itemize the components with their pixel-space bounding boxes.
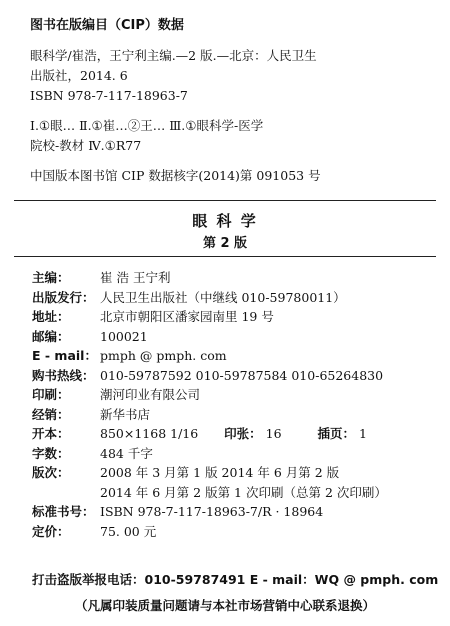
address-value: 北京市朝阳区潘家园南里 19 号 [100, 309, 274, 324]
hotline-value: 010-59787592 010-59787584 010-65264830 [100, 367, 384, 383]
cip-subject-1: Ⅰ.①眼… Ⅱ.①崔…②王… Ⅲ.①眼科学-医学 [30, 118, 264, 133]
piracy-report-line: 打击盗版举报电话：010-59787491 E - mail：WQ @ pmph. com [32, 572, 439, 587]
sheets-label: 印张： [224, 426, 262, 441]
book-title: 眼 科 学 [192, 212, 258, 230]
divider-middle [14, 256, 436, 257]
editor-label: 主编： [32, 270, 70, 285]
book-edition: 第 2 版 [202, 236, 248, 251]
publisher-value: 人民卫生出版社（中继线 010-59780011） [100, 289, 346, 305]
row-hotline [32, 366, 436, 386]
cip-block [30, 14, 430, 186]
row-price [32, 522, 436, 542]
editor-value: 崔 浩 王宁利 [100, 270, 171, 285]
postcode-value: 100021 [100, 328, 148, 344]
postcode-label: 邮编： [32, 328, 70, 344]
isbn-value: ISBN 978-7-117-18963-7/R · 18964 [100, 504, 324, 519]
words-value: 484 千字 [100, 445, 153, 461]
inserts-value: 1 [359, 426, 367, 441]
edition-value-2: 2014 年 6 月第 2 版第 1 次印刷（总第 2 次印刷） [100, 484, 387, 500]
distributor-label: 经销： [32, 406, 70, 422]
edition-label: 版次： [32, 465, 70, 480]
distributor-value: 新华书店 [100, 406, 151, 422]
row-edition-2 [32, 483, 436, 503]
email-label: E - mail： [32, 348, 97, 363]
row-words [32, 444, 436, 464]
row-format [32, 424, 436, 444]
row-printer [32, 385, 436, 405]
price-label: 定价： [32, 523, 70, 539]
format-value: 850×1168 1/16 [100, 426, 199, 441]
cip-title: 图书在版编目（CIP）数据 [30, 18, 184, 33]
cip-line-2: 出版社，2014. 6 [30, 68, 128, 83]
address-label: 地址： [32, 309, 70, 324]
row-editor [32, 268, 436, 288]
hotline-label: 购书热线： [32, 367, 95, 383]
price-value: 75. 00 元 [100, 523, 157, 539]
row-postcode [32, 327, 436, 347]
publisher-label: 出版发行： [32, 289, 95, 305]
cip-isbn: ISBN 978-7-117-18963-7 [30, 88, 188, 103]
words-label: 字数： [32, 445, 70, 461]
printer-label: 印刷： [32, 387, 70, 402]
row-distributor [32, 405, 436, 425]
sheets-value: 16 [265, 426, 282, 441]
format-label: 开本： [32, 426, 70, 441]
cip-subject-2: 院校-教材 Ⅳ.①R77 [30, 138, 142, 153]
email-value: pmph @ pmph. com [100, 348, 227, 363]
row-publisher [32, 288, 436, 308]
cip-record-number: 中国版本图书馆 CIP 数据核字(2014)第 091053 号 [30, 168, 321, 183]
inserts-label: 插页： [317, 426, 356, 441]
divider-top [14, 200, 436, 201]
cip-line-1: 眼科学/崔浩，王宁利主编.—2 版.—北京：人民卫生 [30, 48, 317, 63]
printer-value: 潮河印业有限公司 [100, 387, 201, 402]
row-edition [32, 463, 436, 483]
publication-info [32, 268, 436, 541]
quality-note: （凡属印装质量问题请与本社市场营销中心联系退换） [74, 598, 375, 613]
isbn-label: 标准书号： [32, 504, 95, 519]
row-address [32, 307, 436, 327]
edition-value-1: 2008 年 3 月第 1 版 2014 年 6 月第 2 版 [100, 465, 340, 480]
row-email [32, 346, 436, 366]
row-isbn [32, 502, 436, 522]
